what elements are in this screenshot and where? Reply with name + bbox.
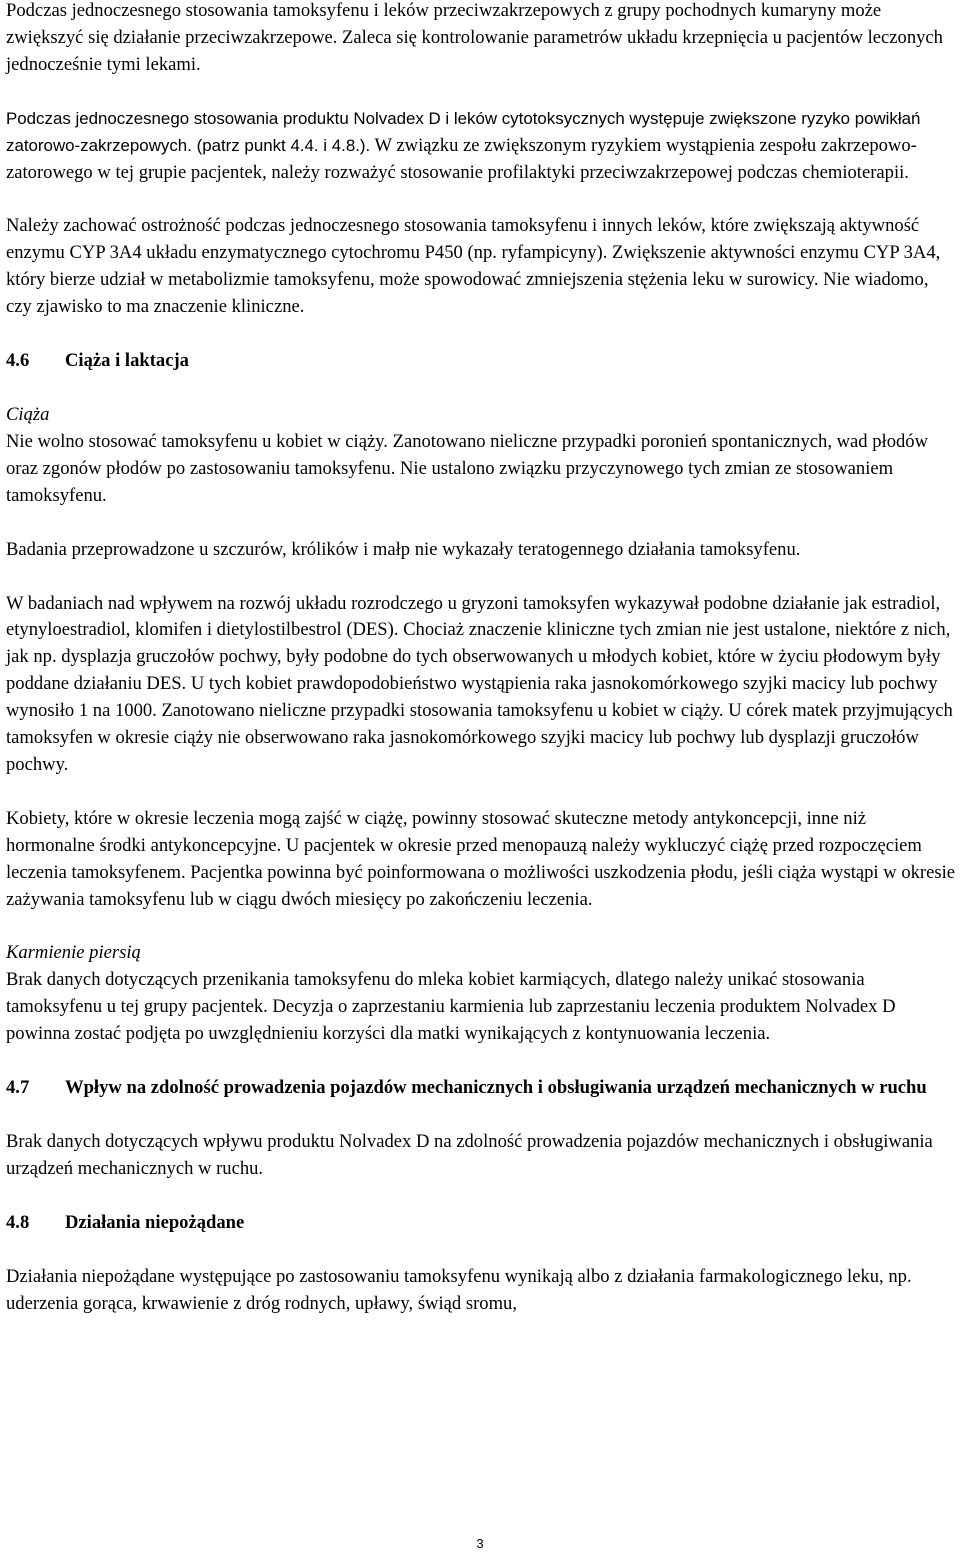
section-number: 4.6 (6, 350, 30, 372)
section-heading-4-7 (6, 1075, 956, 1102)
paragraph-reproductive-development: W badaniach nad wpływem na rozwój układu rozrodczego u gryzoni tamoksyfen wykazywał podobne działanie jak estradiol, etynyloestradiol, klomifen i dietylostilbestrol (DES). Chociaż znaczenie kliniczne tych zmian nie jest ustalone, niektóre z nich, jak np. dysplazja gruczołów pochwy, były podobne do tych obserwowanych u młodych kobiet, które w życiu płodowym były poddane działaniu DES. U tych kobiet prawdopodobieństwo wystąpienia raka jasnokomórkowego szyjki macicy lub pochwy wynosiło 1 na 1000. Zanotowano nieliczne przypadki stosowania tamoksyfenu u kobiet w ciąży. U córek matek przyjmujących tamoksyfen w okresie ciąży nie obserwowano raka jasnokomórkowego szyjki macicy lub pochwy lub dysplazji gruczołów pochwy. (6, 592, 953, 775)
paragraph-adverse-effects: Działania niepożądane występujące po zastosowaniu tamoksyfenu wynikają albo z działania farmakologicznego leku, np. uderzenia gorąca, krwawienie z dróg rodnych, upławy, świąd sromu, (6, 1265, 912, 1314)
paragraph-anticoagulants: Podczas jednoczesnego stosowania tamoksyfenu i leków przeciwzakrzepowych z grupy pochodnych kumaryny może zwiększyć się działanie przeciwzakrzepowe. Zaleca się kontrolowanie parametrów układu krzepnięcia u pacjentów leczonych jednocześnie tymi lekami. (6, 0, 943, 75)
paragraph-lactation: Brak danych dotyczących przenikania tamoksyfenu do mleka kobiet karmiących, dlatego należy unikać stosowania tamoksyfenu u tej grupy pacjentek. Decyzja o zaprzestaniu karmienia lub zaprzestaniu leczenia produktem Nolvadex D powinna zostać podjęta po uwzględnieniu korzyści dla matki wynikających z kontynuowania leczenia. (6, 969, 896, 1045)
subheading-lactation: Karmienie piersią (6, 942, 141, 964)
section-heading-4-6 (6, 348, 956, 375)
document-body (6, 0, 956, 1318)
paragraph-pregnancy-contraindication: Nie wolno stosować tamoksyfenu u kobiet w ciąży. Zanotowano nieliczne przypadki poronień spontanicznych, wad płodów oraz zgonów płodów po zastosowaniu tamoksyfenu. Nie ustalono związku przyczynowego tych zmian ze stosowaniem tamoksyfenu. (6, 430, 929, 506)
section-title: Działania niepożądane (65, 1211, 245, 1233)
paragraph-cytotoxic (6, 106, 956, 187)
section-heading-4-8 (6, 1210, 956, 1237)
section-number: 4.7 (6, 1077, 30, 1099)
paragraph-contraception: Kobiety, które w okresie leczenia mogą zajść w ciążę, powinny stosować skuteczne metody antykoncepcji, inne niż hormonalne środki antykoncepcyjne. U pacjentek w okresie przed menopauzą należy wykluczyć ciążę przed rozpoczęciem leczenia tamoksyfenem. Pacjentka powinna być poinformowana o możliwości uszkodzenia płodu, jeśli ciąża wystąpi w okresie zażywania tamoksyfenu lub w ciągu dwóch miesięcy po zakończeniu leczenia. (6, 807, 956, 910)
subheading-pregnancy: Ciąża (6, 403, 50, 425)
paragraph-cytotoxic-serif-part: W związku ze zwiększonym ryzykiem wystąpienia zespołu zakrzepowo-zatorowego w tej grupie pacjentek, należy rozważyć stosowanie profilaktyki przeciwzakrzepowej podczas chemioterapii. (6, 134, 917, 183)
paragraph-cytotoxic-sans-part: Podczas jednoczesnego stosowania produktu Nolvadex D i leków cytotoksycznych występuje zwiększone ryzyko powikłań zatorowo-zakrzepowych. (patrz punkt 4.4. i 4.8.). (6, 108, 921, 155)
section-title: Wpływ na zdolność prowadzenia pojazdów mechanicznych i obsługiwania urządzeń mechanicznych w ruchu (65, 1077, 927, 1099)
section-number: 4.8 (6, 1211, 30, 1233)
page-number: 3 (476, 1536, 484, 1551)
paragraph-cyp3a4: Należy zachować ostrożność podczas jednoczesnego stosowania tamoksyfenu i innych leków, które zwiększają aktywność enzymu CYP 3A4 układu enzymatycznego cytochromu P450 (np. ryfampicyny). Zwiększenie aktywności enzymu CYP 3A4, który bierze udział w metabolizmie tamoksyfenu, może spowodować zmniejszenia stężenia leku w surowicy. Nie wiadomo, czy zjawisko to ma znaczenie kliniczne. (6, 215, 941, 318)
paragraph-animal-studies: Badania przeprowadzone u szczurów, królików i małp nie wykazały teratogennego działania tamoksyfenu. (6, 538, 801, 560)
paragraph-driving: Brak danych dotyczących wpływu produktu Nolvadex D na zdolność prowadzenia pojazdów mechanicznych i obsługiwania urządzeń mechanicznych w ruchu. (6, 1131, 933, 1179)
section-title: Ciąża i laktacja (65, 350, 189, 372)
